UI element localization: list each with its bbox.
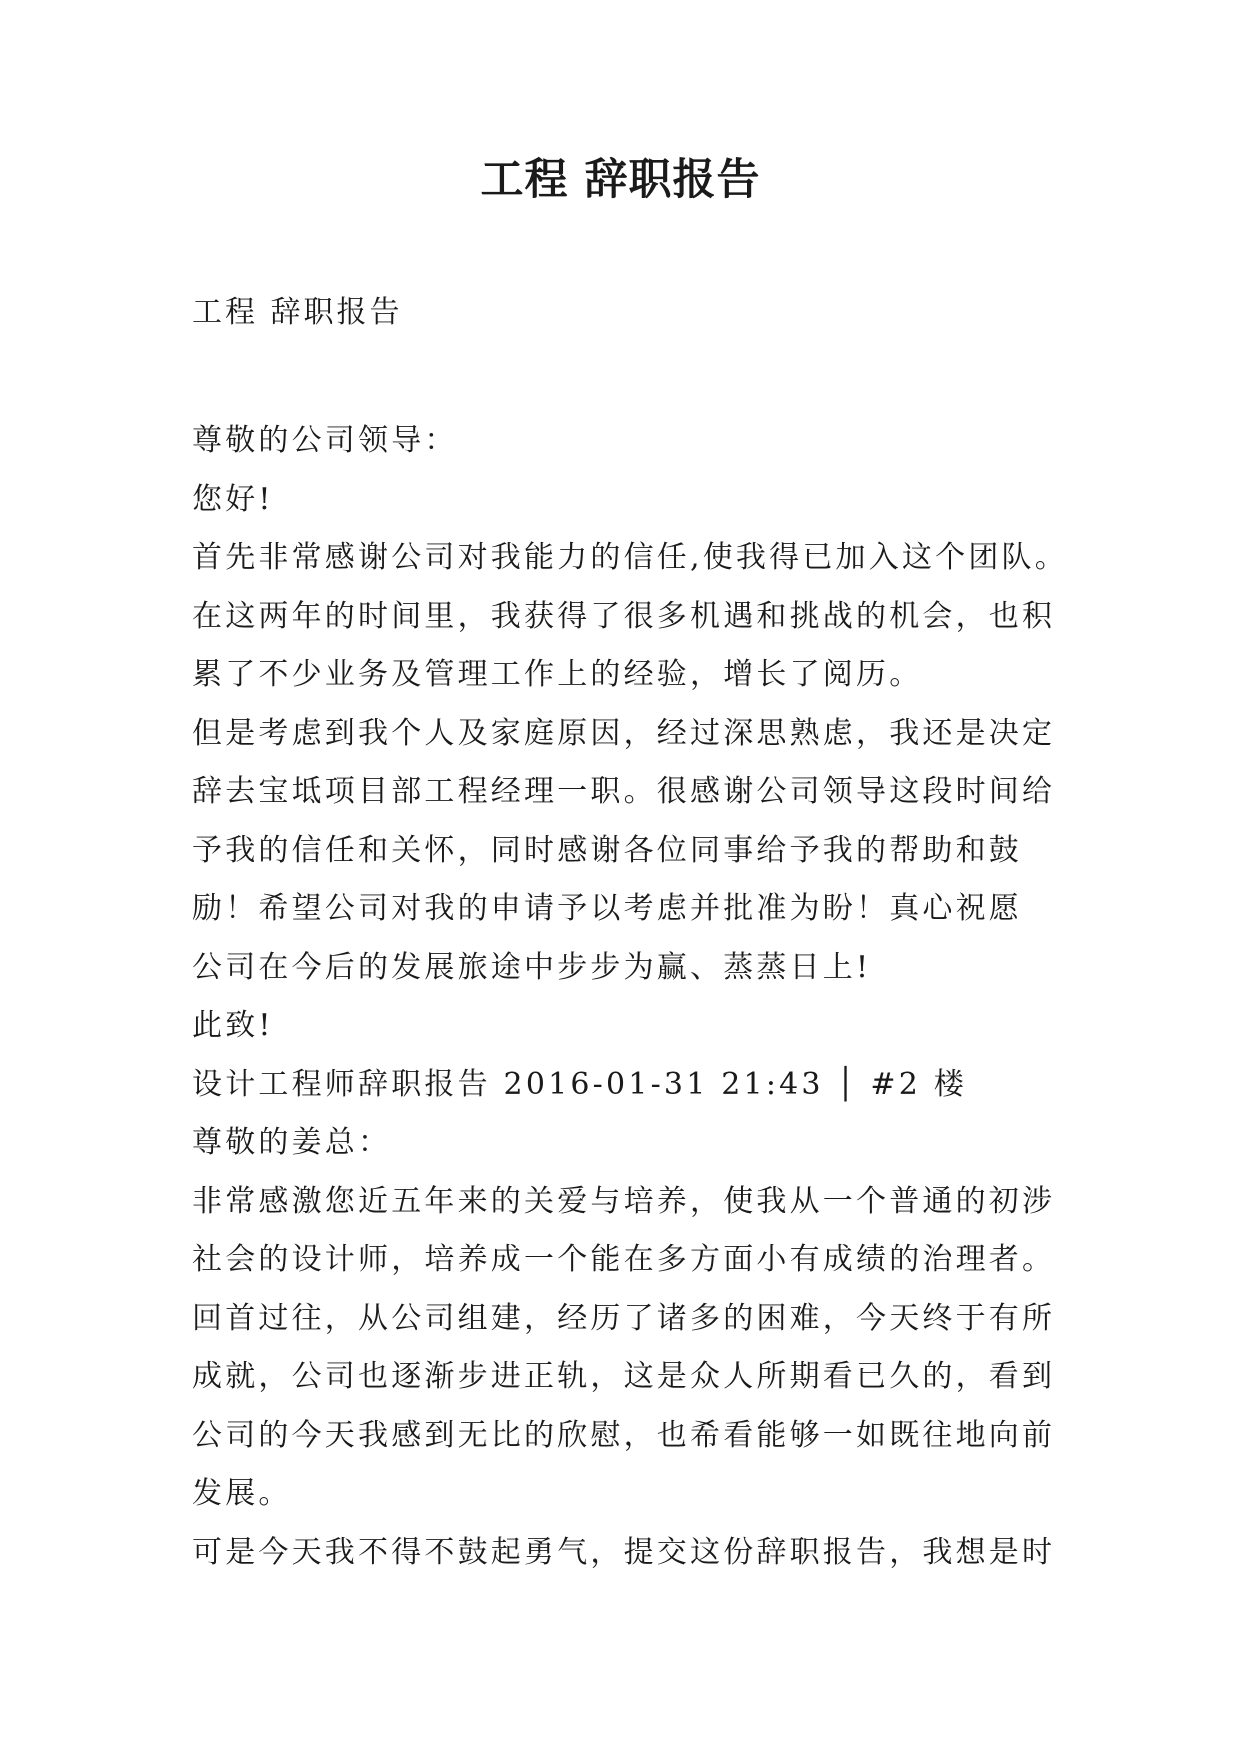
body-line: 成就，公司也逐渐步进正轨，这是众人所期看已久的，看到 (192, 1359, 1056, 1394)
body-line: 尊敬的公司领导： (192, 423, 458, 458)
body-line: 公司在今后的发展旅途中步步为赢、蒸蒸日上! (192, 949, 872, 985)
body-line: 公司的今天我感到无比的欣慰，也希看能够一如既往地向前 (192, 1417, 1056, 1453)
body-line: 励！希望公司对我的申请予以考虑并批准为盼！真心祝愿 (192, 891, 1022, 926)
body-line: 回首过往，从公司组建，经历了诸多的困难，今天终于有所 (192, 1300, 1056, 1336)
document-title: 工程 辞职报告 (480, 155, 761, 205)
body-line: 在这两年的时间里，我获得了很多机遇和挑战的机会，也积 (192, 598, 1056, 634)
body-line: 此致! (192, 1008, 274, 1043)
body-line: 社会的设计师，培养成一个能在多方面小有成绩的治理者。 (192, 1242, 1056, 1277)
body-line: 辞去宝坻项目部工程经理一职。很感谢公司领导这段时间给 (192, 774, 1056, 809)
document-subtitle: 工程 辞职报告 (192, 295, 403, 330)
body-line: 首先非常感谢公司对我能力的信任,使我得已加入这个团队。 (192, 540, 1068, 575)
post-header-line: 设计工程师辞职报告 2016-01-31 21:43 │ #2 楼 (192, 1066, 967, 1102)
body-line: 尊敬的姜总： (192, 1125, 392, 1160)
body-line: 可是今天我不得不鼓起勇气，提交这份辞职报告，我想是时 (192, 1534, 1056, 1570)
document-body (192, 412, 1072, 1582)
body-line: 发展。 (192, 1476, 292, 1511)
body-line: 予我的信任和关怀，同时感谢各位同事给予我的帮助和鼓 (192, 832, 1022, 868)
body-line: 非常感激您近五年来的关爱与培养，使我从一个普通的初涉 (192, 1183, 1056, 1219)
body-line: 累了不少业务及管理工作上的经验，增长了阅历。 (192, 657, 923, 692)
body-line: 您好! (192, 481, 274, 517)
body-line: 但是考虑到我个人及家庭原因，经过深思熟虑，我还是决定 (192, 715, 1056, 751)
